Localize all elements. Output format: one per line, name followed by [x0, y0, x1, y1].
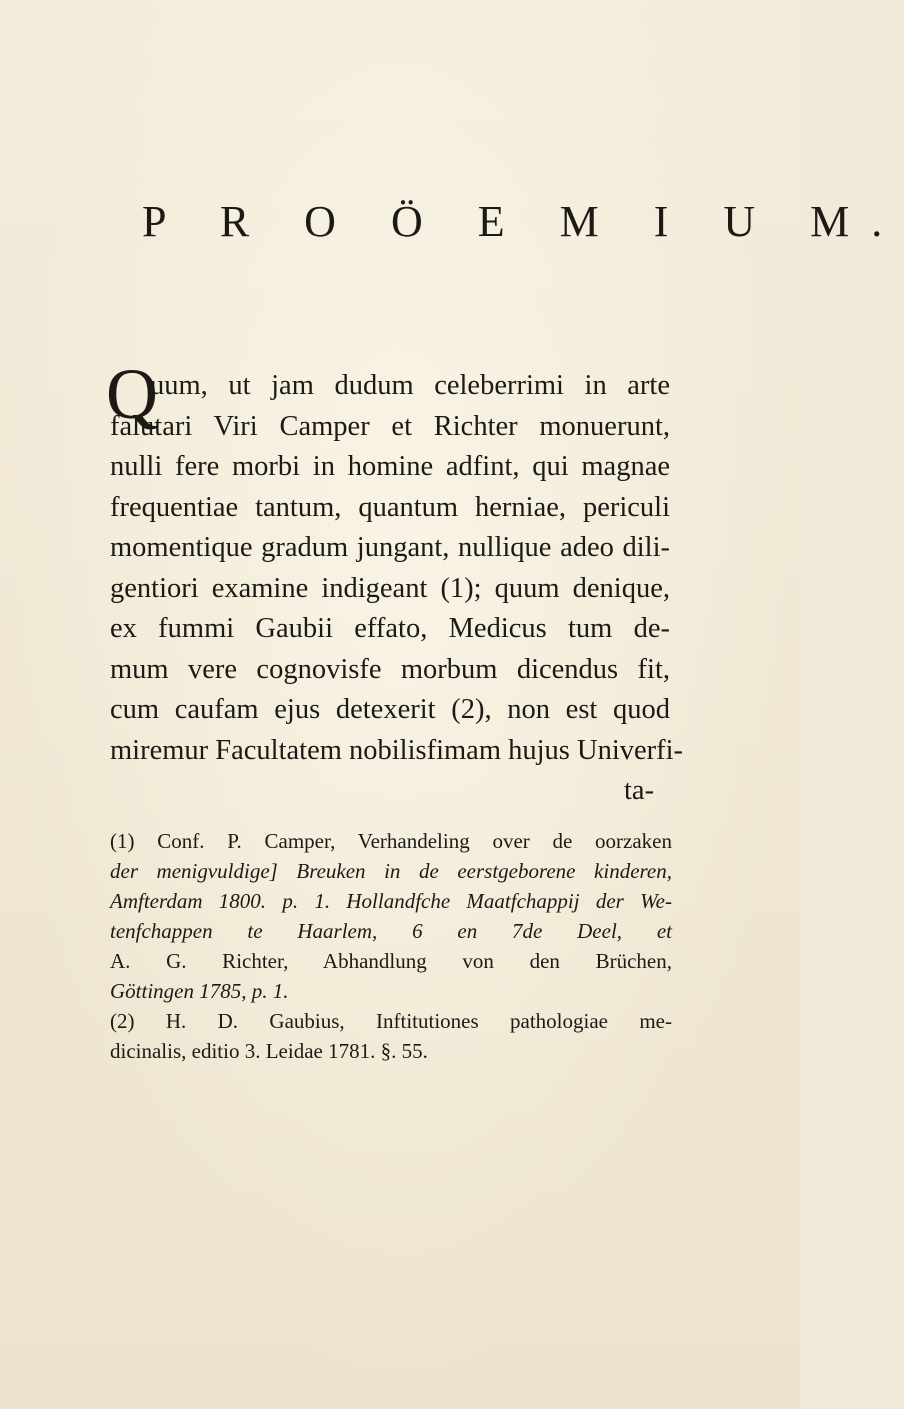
- text-line: gentiori examine indigeant (1); quum denique,: [110, 572, 670, 604]
- footnote-line: [110, 856, 672, 886]
- footnote-line: [110, 916, 672, 946]
- drop-capital: Q: [106, 354, 158, 434]
- text-line: mum vere cognovisfe morbum dicendus fit,: [110, 653, 670, 685]
- catchword: ta-: [624, 775, 655, 806]
- page-title: P R O Ö E M I U M.: [142, 197, 904, 246]
- footnote-line: dicinalis, editio 3. Leidae 1781. §. 55.: [110, 1039, 428, 1063]
- footnote-line: [110, 976, 672, 1006]
- footnote-line: (1) Conf. P. Camper, Verhandeling over de oorzaken: [110, 829, 672, 853]
- footnote-italic: der menigvuldige] Breuken in de eerstgeborene kinderen,: [110, 859, 672, 883]
- main-text: [110, 366, 684, 771]
- text-line: uum, ut jam dudum celeberrimi in arte: [150, 370, 670, 401]
- text-line: cum caufam ejus detexerit (2), non est quod: [110, 694, 670, 725]
- text-line: ex fummi Gaubii effato, Medicus tum de-: [110, 613, 670, 644]
- text-line: momentique gradum jungant, nullique adeo dili-: [110, 532, 670, 563]
- footnote-line: (2) H. D. Gaubius, Inftitutiones pathologiae me-: [110, 1009, 672, 1033]
- text-line: falutari Viri Camper et Richter monuerunt,: [110, 410, 670, 442]
- footnote-italic: tenfchappen te Haarlem, 6 en 7de Deel, et: [110, 919, 672, 943]
- footnotes: [110, 826, 672, 1066]
- footnote-line: A. G. Richter, Abhandlung von den Brüchen,: [110, 949, 672, 973]
- footnote-italic: Göttingen 1785, p. 1.: [110, 979, 289, 1003]
- footnote-italic: Amfterdam 1800. p. 1. Hollandfche Maatfchappij der We-: [110, 889, 672, 913]
- text-line: nulli fere morbi in homine adfint, qui magnae: [110, 451, 670, 482]
- text-line: frequentiae tantum, quantum herniae, periculi: [110, 491, 670, 523]
- footnote-line: [110, 886, 672, 916]
- text-line: miremur Facultatem nobilisfimam hujus Univerfi-: [110, 734, 684, 766]
